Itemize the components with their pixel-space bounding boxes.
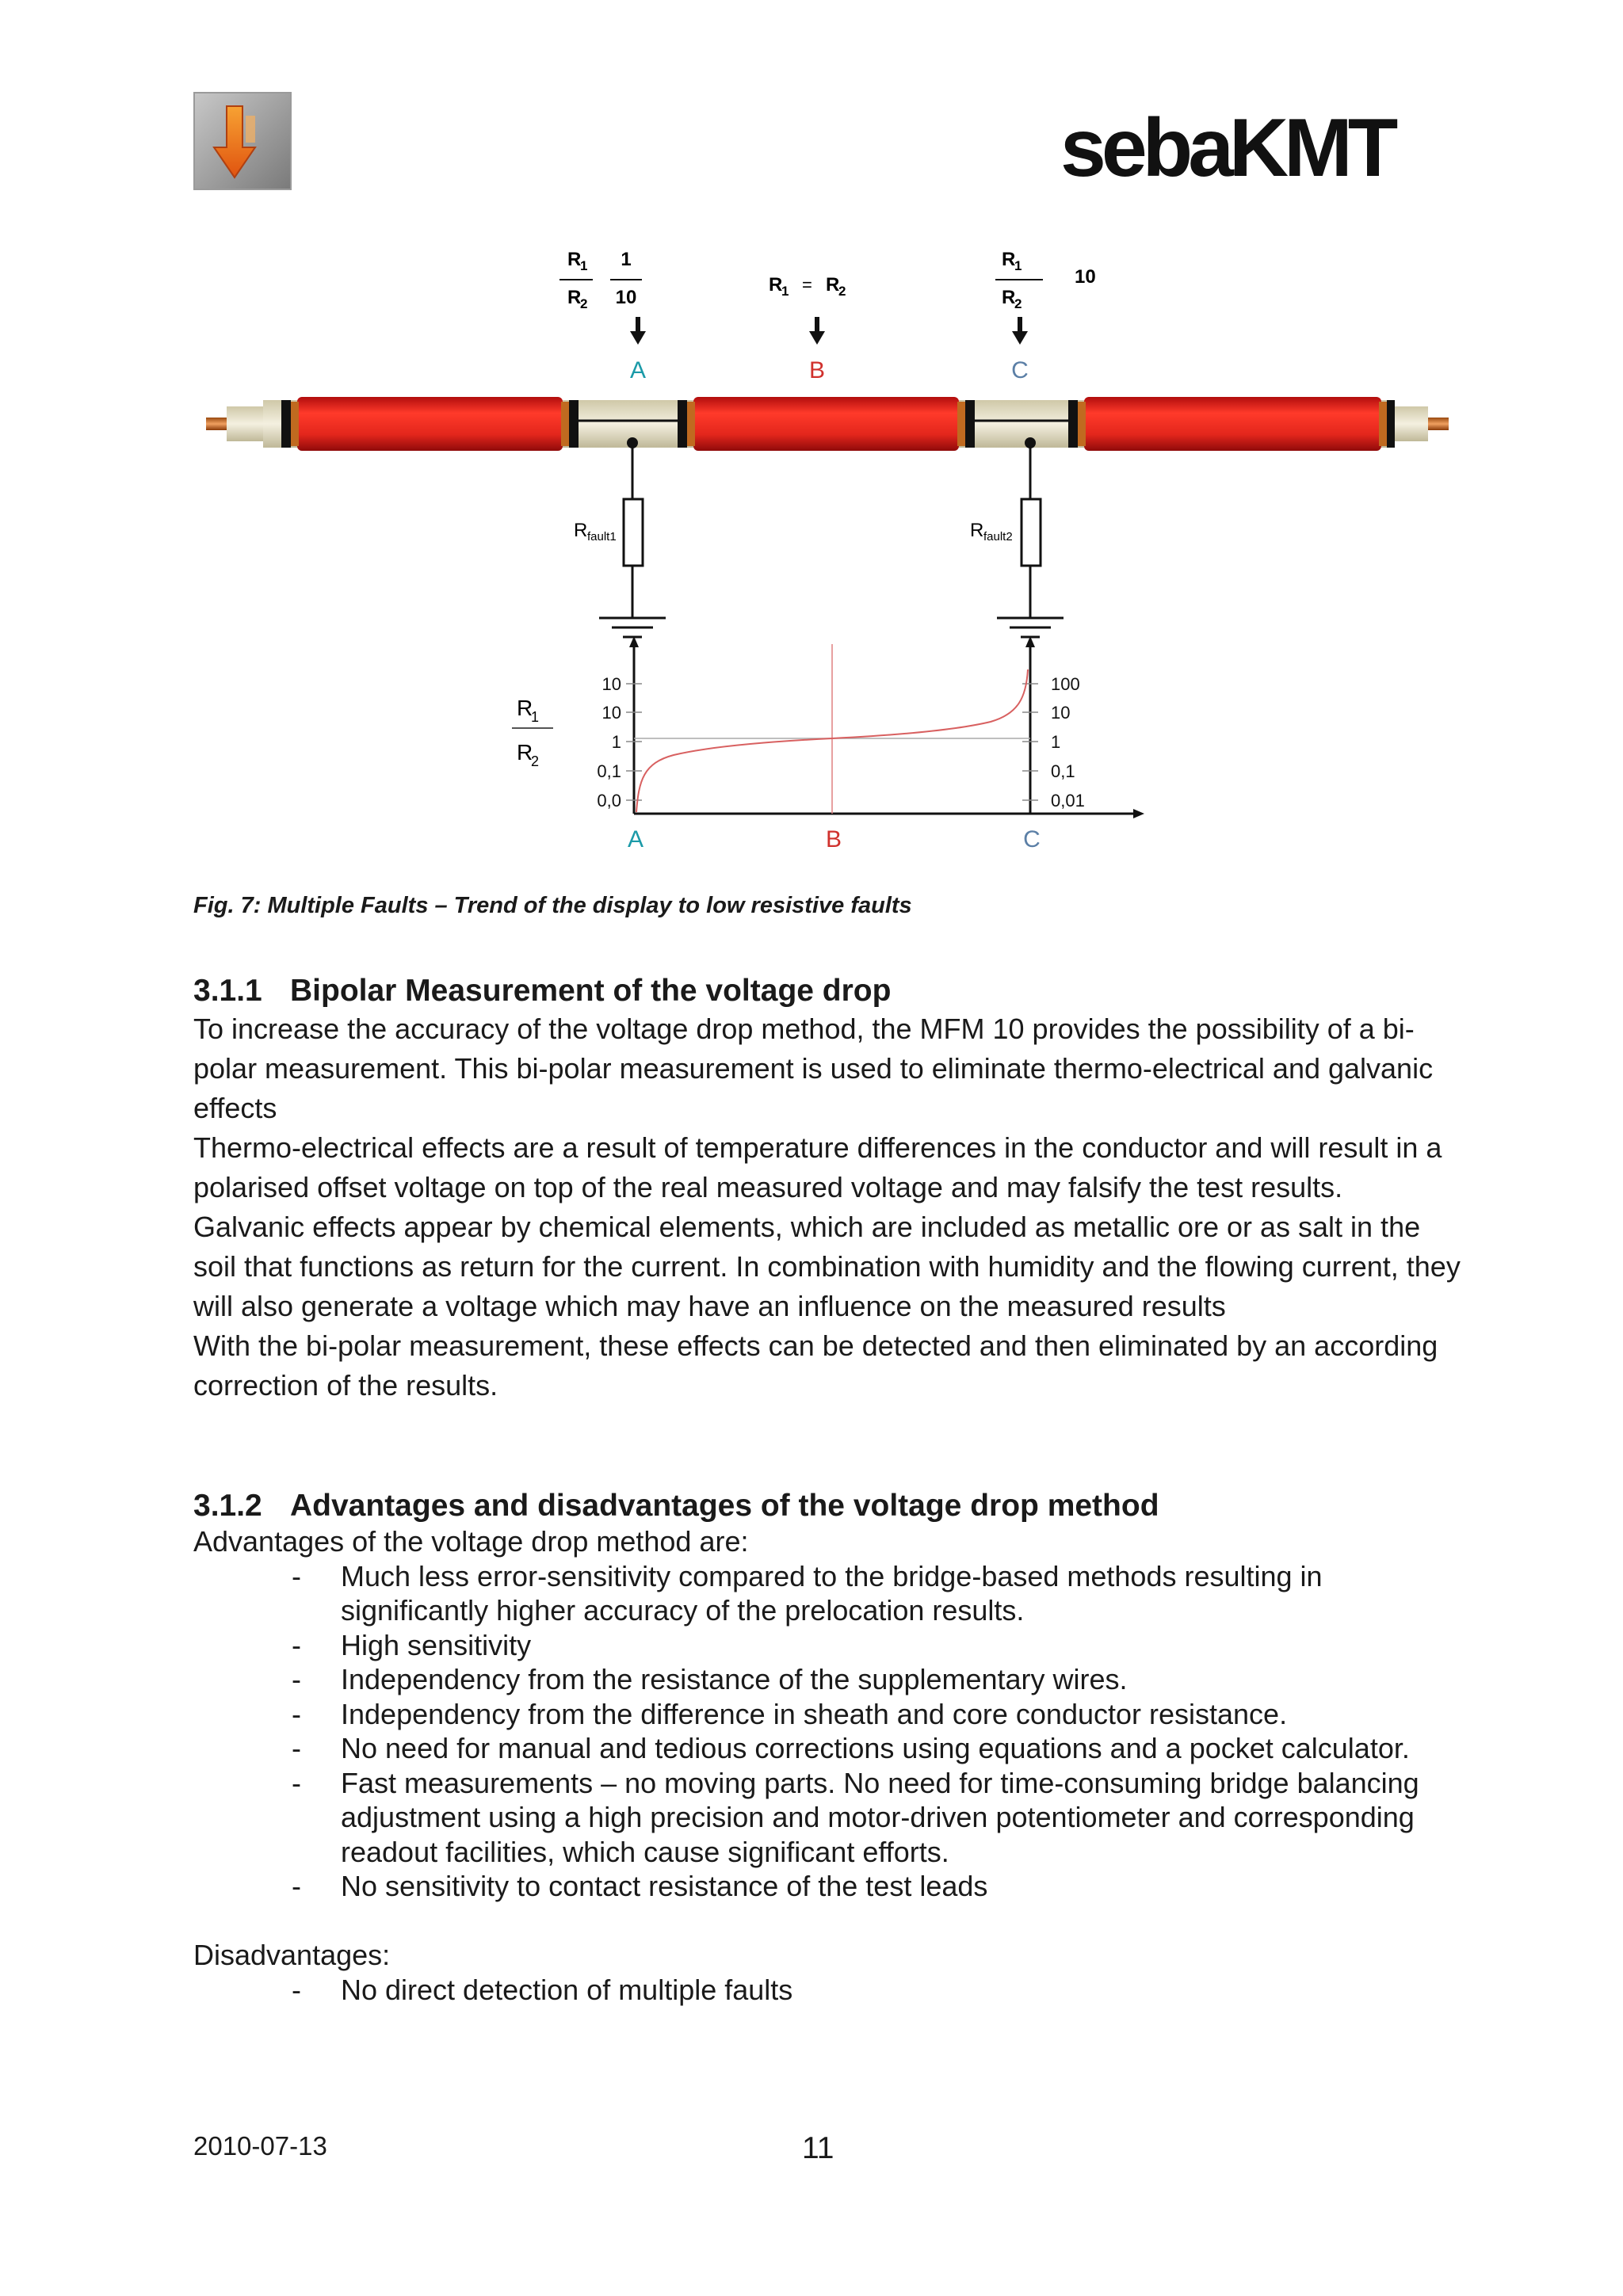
section-number: 3.1.1 [193,974,262,1008]
down-arrow-logo-icon [193,92,292,190]
axis-tick-label: 100 [1051,674,1080,694]
graph-ylabel-den: R [517,740,533,765]
brand-wordmark: sebaKMT [1060,111,1394,190]
graph-ylabel-num-sub: 1 [531,709,540,725]
section-heading [193,1488,1461,1524]
section-heading [193,973,1461,1009]
resistor-label-1: R [574,520,588,541]
section-advantages [193,1488,1461,2007]
page-number: 11 [802,2131,834,2165]
ratio-den-sub: 2 [580,296,588,311]
figure-caption: Fig. 7: Multiple Faults – Trend of the display to low resistive faults [193,893,912,918]
point-label-a: A [629,357,647,383]
list-item: - High sensitivity [292,1628,532,1661]
disadvantages-intro: Disadvantages: [193,1939,391,1971]
point-b-equation-label [769,274,846,299]
list-item: - No sensitivity to contact resistance of the test leads [292,1870,988,1902]
resistor-label-2: R [970,520,984,541]
section-title: Bipolar Measurement of the voltage drop [290,974,892,1008]
multiple-faults-figure [198,242,1466,868]
advantages-list [193,1559,1461,1904]
list-item: - Independency from the difference in sheath and core conductor resistance. [292,1697,1288,1730]
graph-point-label-c: C [1023,826,1041,852]
eq-left: R [769,274,783,296]
resistor-label-1-sub: fault1 [587,530,617,543]
axis-tick-label: 0,0 [597,791,621,810]
axis-tick-label: 10 [601,674,621,694]
point-a-ratio-label [559,249,642,311]
ratio-value: 10 [1075,266,1096,288]
axis-tick-label: 1 [1051,732,1061,752]
list-item: - No need for manual and tedious corrections using equations and a pocket calculator. [292,1732,1410,1764]
down-arrow-icon [630,317,1028,345]
disadvantages-list [193,1973,1461,2008]
resistor-label-2-sub: fault2 [983,530,1013,543]
footer-date: 2010-07-13 [193,2131,327,2161]
ratio-num-sub: 1 [580,258,588,273]
axis-tick-label: 10 [1051,703,1071,723]
eq-left-sub: 1 [781,284,789,299]
point-label-c: C [1011,357,1029,383]
graph-point-label-a: A [627,826,644,852]
axis-tick-label: 1 [611,732,621,752]
axis-tick-label: 10 [601,703,621,723]
paragraph: Thermo-electrical effects are a result of temperature differences in the conductor and will result in a polarised offset voltage on top of the real measured voltage and may falsify the test results. Galvanic effects appear by chemical elements, which are included as metallic ore or as salt in the soil that functions as return for the current. In combination with humidity and the flowing current, they will also generate a voltage which may have an influence on the measured results [193,1131,1461,1322]
ratio-num-sub: 1 [1014,258,1022,273]
section-bipolar-measurement [193,973,1461,1405]
paragraph: With the bi-polar measurement, these effects can be detected and then eliminated by an according correction of the results. [193,1329,1438,1402]
eq-right: R [826,274,840,296]
list-item: - No direct detection of multiple faults [292,1973,793,2006]
graph-point-label-b: B [825,826,842,852]
section-number: 3.1.2 [193,1489,262,1523]
point-label-b: B [808,357,826,383]
eq-right-sub: 2 [838,284,846,299]
cable-drawing [206,397,1449,451]
axis-tick-label: 0,01 [1051,791,1085,810]
ratio-num: R [1002,249,1016,270]
axis-tick-label: 0,1 [597,761,621,781]
sebakmt-logo [1060,111,1472,190]
trend-graph [512,636,1144,852]
advantages-intro: Advantages of the voltage drop method are: [193,1525,749,1558]
list-item: - Independency from the resistance of the supplementary wires. [292,1663,1128,1695]
point-c-ratio-label [995,249,1096,311]
axis-tick-label: 0,1 [1051,761,1075,781]
ratio-num: R [567,249,582,270]
ratio-den-sub: 2 [1014,296,1022,311]
list-item: - Much less error-sensitivity compared to the bridge-based methods resulting in significantly higher accuracy of the prelocation results. [292,1559,1323,1627]
ratio-value-num: 1 [621,249,632,270]
graph-ylabel-num: R [517,696,533,720]
ratio-den: R [1002,287,1016,308]
ratio-den: R [567,287,582,308]
ratio-value-den: 10 [615,287,637,308]
section-title: Advantages and disadvantages of the voltage drop method [290,1489,1159,1523]
eq-sign: = [802,275,812,295]
list-item: - Fast measurements – no moving parts. No need for time-consuming bridge balancing adjustment using a high precision and motor-driven potentiometer and corresponding readout facilities, which cause significant efforts. [292,1766,1419,1868]
graph-ylabel-den-sub: 2 [531,753,540,769]
paragraph: To increase the accuracy of the voltage drop method, the MFM 10 provides the possibility of a bi-polar measurement. This bi-polar measurement is used to eliminate thermo-electrical and galvanic effects [193,1013,1434,1124]
